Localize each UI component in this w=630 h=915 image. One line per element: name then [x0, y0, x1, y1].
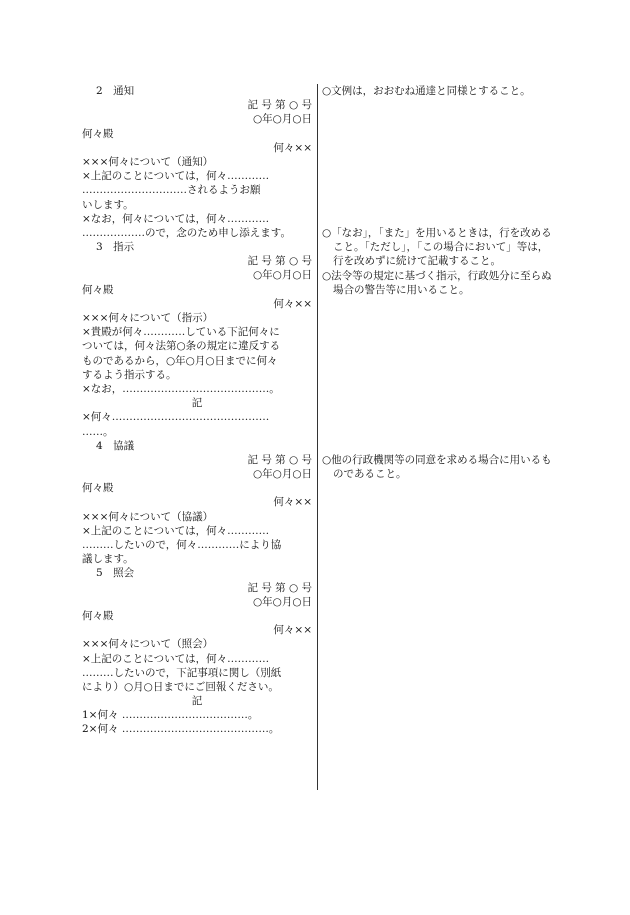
body-line: するよう指示する。 — [82, 368, 177, 381]
body-line: ×上記のことについては，何々………… — [82, 652, 270, 665]
body-line: ×上記のことについては，何々………… — [82, 524, 270, 537]
document-number: 記 号 第 ○ 号 — [247, 255, 312, 268]
document-number: 記 号 第 ○ 号 — [247, 453, 312, 466]
body-line: ×なお，……………………………………。 — [82, 382, 280, 395]
body-line: ………したいので，下記事項に関し（別紙 — [82, 666, 282, 679]
document-date: ○年○月○日 — [253, 595, 312, 608]
sender: 何々×× — [273, 141, 312, 154]
addressee: 何々殿 — [82, 482, 114, 495]
subject-line: ×××何々について（指示） — [82, 312, 214, 324]
subject-line: ×××何々について（協議） — [82, 510, 214, 523]
ki-heading: 記 — [191, 397, 203, 410]
document-number: 記 号 第 ○ 号 — [247, 99, 312, 112]
subject-line: ×××何々について（照会） — [82, 638, 214, 651]
section-heading-inquiry: 5 照会 — [96, 567, 135, 580]
note-instruction: ○法令等の規定に基づく指示，行政処分に至らぬ場合の警告等に用いること。 — [322, 269, 552, 296]
body-line: ×貴殿が何々…………している下記何々に — [82, 326, 280, 339]
body-line: いします。 — [82, 198, 134, 211]
note-line-break: ○「なお」，「また」を用いるときは，行を改めること。「ただし」，「この場合において」等は，行を改めずに続けて記載すること。 — [322, 226, 552, 268]
sender: 何々×× — [273, 496, 312, 509]
sender: 何々×× — [273, 624, 312, 637]
section-heading-notice: 2 通知 — [96, 85, 135, 97]
body-line: ついては，何々法第○条の規定に違反する — [82, 340, 281, 353]
item-line: ×何々……………………………………… — [82, 411, 270, 424]
ki-heading: 記 — [191, 695, 203, 708]
body-line: …………………………されるようお願 — [82, 184, 261, 197]
note-consultation: ○他の行政機関等の同意を求める場合に用いるものであること。 — [322, 453, 552, 481]
addressee: 何々殿 — [82, 609, 114, 622]
body-line: ×上記のことについては，何々………… — [82, 170, 270, 183]
document-date: ○年○月○日 — [253, 468, 312, 481]
body-line: ………………ので，念のため申し添えます。 — [82, 226, 291, 239]
addressee: 何々殿 — [82, 127, 114, 140]
document-date: ○年○月○日 — [253, 113, 312, 126]
subject-line: ×××何々について（通知） — [82, 155, 214, 168]
document-date: ○年○月○日 — [253, 269, 312, 282]
body-line: により）○月○日までにご回報ください。 — [82, 680, 279, 693]
section-heading-consultation: 4 協議 — [96, 439, 135, 452]
document-number: 記 号 第 ○ 号 — [247, 581, 312, 594]
body-line: ものであるから，○年○月○日までに何々 — [82, 354, 278, 367]
addressee: 何々殿 — [82, 283, 114, 296]
notes-column — [322, 84, 554, 481]
body-line: ×なお，何々については，何々………… — [82, 212, 270, 225]
item-line: 2×何々 ……………………………………。 — [82, 723, 280, 736]
item-line: ……。 — [82, 425, 114, 438]
column-divider — [317, 84, 318, 790]
sample-column — [82, 84, 312, 737]
item-line: 1×何々 ………………………………。 — [82, 709, 259, 722]
body-line: ………したいので，何々…………により協 — [82, 539, 282, 551]
section-heading-instruction: 3 指示 — [96, 241, 135, 254]
body-line: 議します。 — [82, 553, 134, 566]
sender: 何々×× — [273, 297, 312, 310]
note-format: ○文例は，おおむね通達と同様とすること。 — [322, 85, 531, 97]
